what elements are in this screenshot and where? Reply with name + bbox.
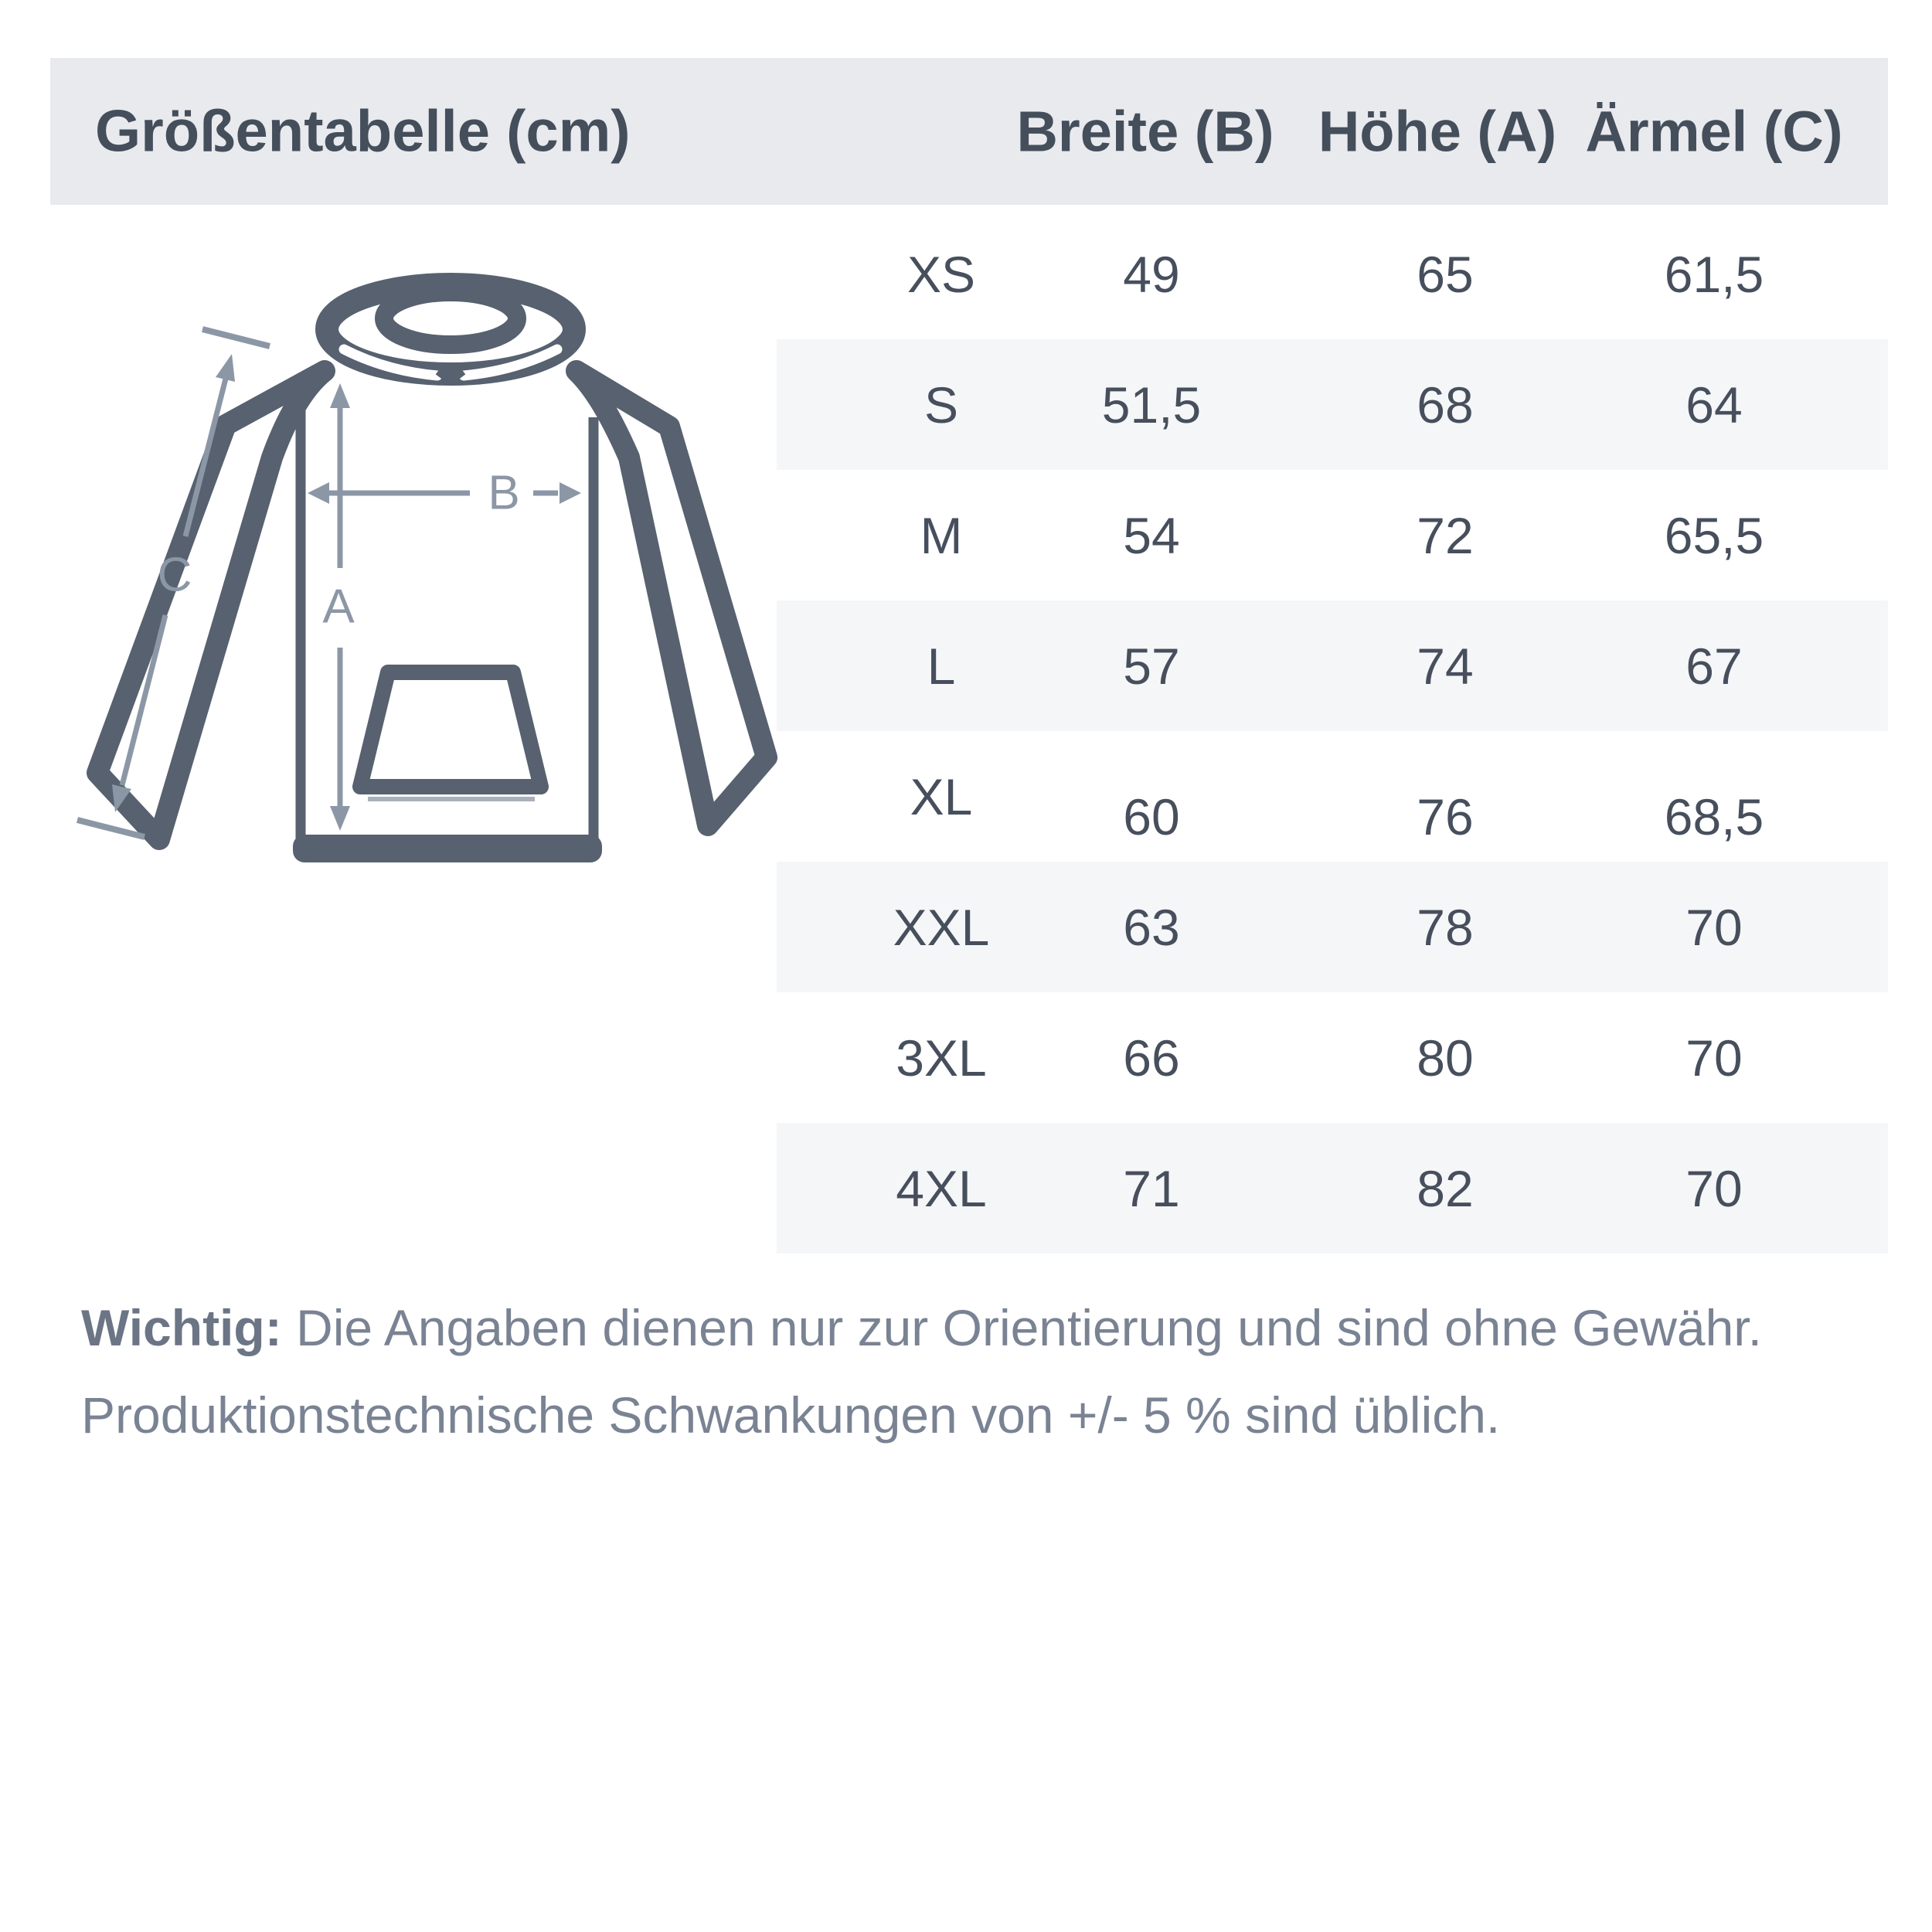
hoehe-value: 74 [1417,637,1474,695]
column-header-aermel: Ärmel (C) [1585,99,1843,164]
hoehe-value: 65 [1417,245,1474,303]
label-c: C [157,548,192,602]
table-row-xs [777,209,1888,339]
table-header [50,58,1888,205]
breite-value: 57 [1123,637,1180,695]
table-row-xxl [777,862,1888,992]
size-label: XS [906,245,976,303]
breite-value: 49 [1123,245,1180,303]
column-header-hoehe: Höhe (A) [1318,99,1557,164]
table-row-xl [777,731,1888,862]
column-header-breite: Breite (B) [1016,99,1274,164]
breite-value: 71 [1123,1159,1180,1217]
aermel-value: 67 [1685,637,1743,695]
aermel-value: 64 [1685,376,1743,434]
arrow-b-head-left-icon [308,482,329,504]
size-label: 4XL [896,1159,987,1217]
hoehe-value: 68 [1417,376,1474,434]
hoodie-pocket [360,672,541,787]
label-b: B [488,466,520,520]
hoehe-value: 78 [1417,898,1474,956]
disclaimer-note [81,1284,1882,1459]
aermel-value: 68,5 [1664,787,1764,845]
size-label: S [923,376,959,434]
breite-value: 66 [1123,1029,1180,1087]
hoodie-right-sleeve [577,371,767,825]
arrow-c-head-top-icon [216,354,235,382]
hood-opening [384,292,517,345]
arrow-c-tick-top [202,329,270,346]
table-row-m [777,470,1888,600]
aermel-value: 70 [1685,1159,1743,1217]
table-row-3xl [777,992,1888,1123]
size-label: XL [910,767,973,825]
hoehe-value: 76 [1417,787,1474,845]
page-title: Größentabelle (cm) [95,98,631,165]
label-a: A [322,580,355,634]
breite-value: 60 [1123,787,1180,845]
size-label: L [927,637,956,695]
disclaimer-text-2: Produktionstechnische Schwankungen von +/- 5 % sind üblich. [81,1386,1501,1444]
hoehe-value: 82 [1417,1159,1474,1217]
aermel-value: 70 [1685,1029,1743,1087]
table-row-l [777,600,1888,731]
table-row-s [777,339,1888,470]
breite-value: 54 [1123,506,1180,564]
hoodie-measurement-diagram [23,216,796,896]
hoehe-value: 80 [1417,1029,1474,1087]
size-label: M [920,506,963,564]
size-label: XXL [893,898,990,956]
table-row-4xl [777,1123,1888,1253]
arrow-a-head-top-icon [330,383,350,408]
disclaimer-text-1: Die Angaben dienen nur zur Orientierung und sind ohne Gewähr. [281,1299,1762,1356]
breite-value: 51,5 [1101,376,1202,434]
arrow-a-head-bottom-icon [330,806,350,831]
disclaimer-line-2 [81,1372,1882,1459]
aermel-value: 70 [1685,898,1743,956]
arrow-b-head-right-icon [560,482,581,504]
hoodie-hem [293,835,602,862]
measure-arrow-b [308,482,581,504]
aermel-value: 61,5 [1664,245,1764,303]
hoodie-illustration [23,216,796,896]
size-table [777,209,1888,1253]
hoehe-value: 72 [1417,506,1474,564]
disclaimer-line-1 [81,1284,1882,1372]
disclaimer-bold: Wichtig: [81,1299,282,1356]
aermel-value: 65,5 [1664,506,1764,564]
size-label: 3XL [896,1029,987,1087]
breite-value: 63 [1123,898,1180,956]
